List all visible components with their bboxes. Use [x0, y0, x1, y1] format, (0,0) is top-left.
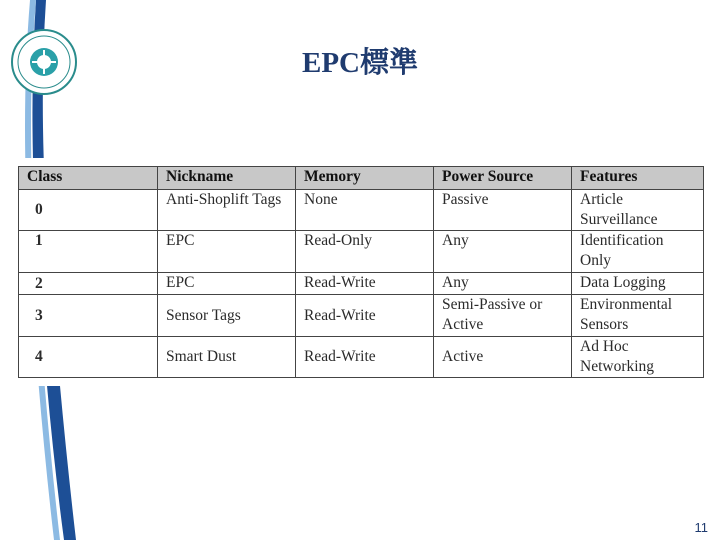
- cell-nickname: Sensor Tags: [158, 295, 296, 337]
- header-nickname: Nickname: [158, 167, 296, 190]
- cell-features: Ad Hoc Networking: [572, 337, 704, 378]
- cell-nickname: EPC: [158, 231, 296, 273]
- cell-memory: Read-Write: [296, 273, 434, 295]
- cell-memory: Read-Write: [296, 337, 434, 378]
- header-class: Class: [19, 167, 158, 190]
- cell-class: 4: [19, 337, 158, 378]
- cell-features: Environmental Sensors: [572, 295, 704, 337]
- table-header-row: [19, 167, 704, 190]
- epc-class-table: [18, 166, 704, 378]
- cell-nickname: Anti-Shoplift Tags: [158, 190, 296, 231]
- cell-nickname: Smart Dust: [158, 337, 296, 378]
- cell-features: Data Logging: [572, 273, 704, 295]
- table-row: [19, 231, 704, 273]
- cell-nickname: EPC: [158, 273, 296, 295]
- header-power-source: Power Source: [434, 167, 572, 190]
- cell-power-source: Any: [434, 273, 572, 295]
- cell-memory: Read-Only: [296, 231, 434, 273]
- cell-class: 2: [19, 273, 158, 295]
- cell-features: Identification Only: [572, 231, 704, 273]
- header-memory: Memory: [296, 167, 434, 190]
- table-row: [19, 337, 704, 378]
- cell-memory: Read-Write: [296, 295, 434, 337]
- cell-power-source: Active: [434, 337, 572, 378]
- cell-power-source: Any: [434, 231, 572, 273]
- cell-features: Article Surveillance: [572, 190, 704, 231]
- cell-power-source: Passive: [434, 190, 572, 231]
- cell-memory: None: [296, 190, 434, 231]
- header-features: Features: [572, 167, 704, 190]
- table-row: [19, 273, 704, 295]
- page-number: 11: [694, 520, 708, 535]
- table-row: [19, 295, 704, 337]
- cell-class: 1: [19, 231, 158, 273]
- table-row: [19, 190, 704, 231]
- cell-class: 3: [19, 295, 158, 337]
- cell-power-source: Semi-Passive or Active: [434, 295, 572, 337]
- cell-class: 0: [19, 190, 158, 231]
- slide-title: EPC標準: [301, 47, 418, 79]
